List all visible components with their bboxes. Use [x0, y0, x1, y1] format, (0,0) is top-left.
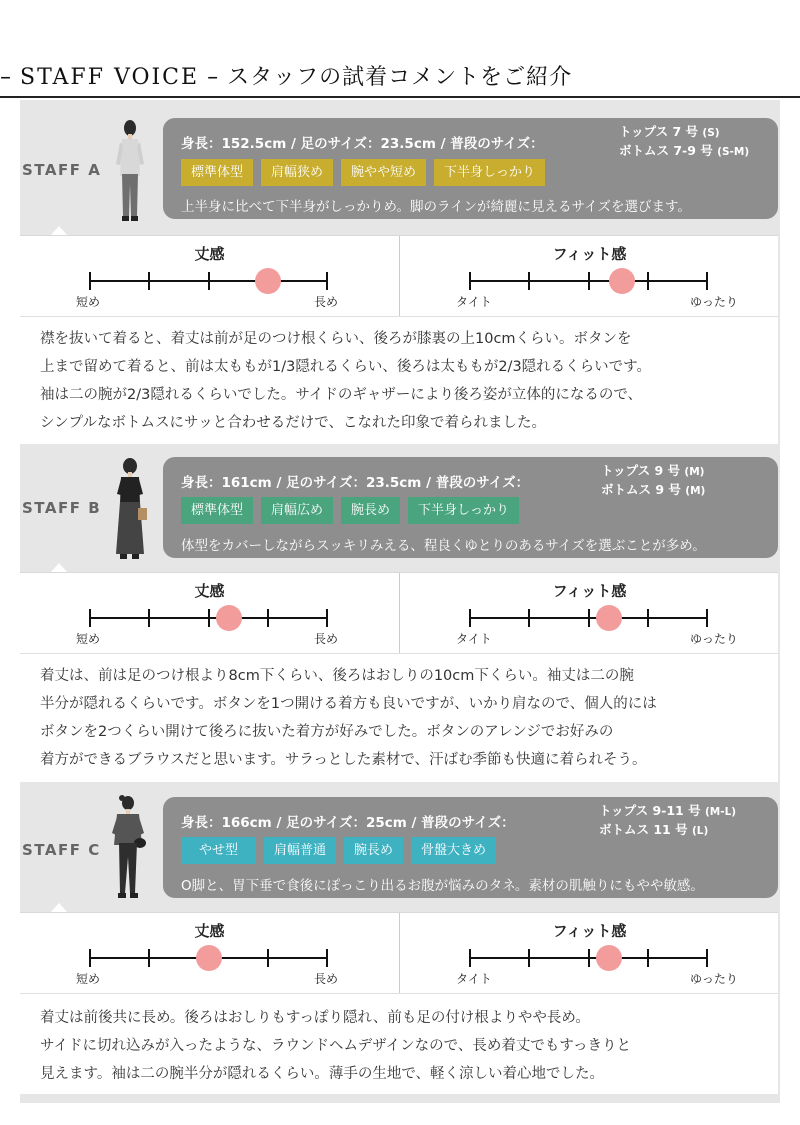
length-max-label: 長め [314, 632, 339, 646]
scale-tick [148, 272, 150, 290]
staff-b-figure [110, 456, 150, 564]
staff-a-description: 上半身に比べて下半身がしっかりめ。脚のラインが綺麗に見えるサイズを選びます。 [181, 199, 691, 215]
scale-tick [89, 949, 91, 967]
staff-b-info-card [163, 457, 778, 558]
staff-b-fit-box [20, 572, 778, 653]
lower-body-tag: 下半身しっかり [408, 497, 519, 524]
scale-tick [326, 609, 328, 627]
staff-a-tags [181, 159, 553, 186]
scale-tick [326, 949, 328, 967]
fit-max-label: ゆったり [690, 295, 738, 309]
staff-label-a: STAFF A [22, 161, 102, 179]
scale-tick [267, 949, 269, 967]
scale-tick [647, 949, 649, 967]
scale-tick [469, 949, 471, 967]
staff-label-c: STAFF C [22, 841, 101, 859]
fit-indicator [596, 605, 622, 631]
comment-line: シンプルなボトムスにサッと合わせるだけで、こなれた印象で着られました。 [40, 415, 546, 431]
fit-min-label: タイト [456, 632, 492, 646]
fit-max-label: ゆったり [690, 632, 738, 646]
scale-tick [706, 949, 708, 967]
lower-body-tag: 下半身しっかり [434, 159, 545, 186]
staff-b-tags [181, 497, 527, 524]
fit-indicator [596, 945, 622, 971]
body-type-tag: 標準体型 [181, 159, 253, 186]
staff-b-length-scale [20, 573, 399, 653]
staff-b-comment [20, 653, 778, 782]
staff-b-description: 体型をカバーしながらスッキリみえる、程良くゆとりのあるサイズを選ぶことが多め。 [181, 538, 706, 554]
length-title: 丈感 [194, 922, 225, 940]
scale-tick [267, 609, 269, 627]
staff-label-b: STAFF B [22, 499, 102, 517]
staff-c-tags [181, 837, 504, 864]
shoulder-tag: 肩幅普通 [264, 837, 336, 864]
comment-line: ボタンを2つくらい開けて後ろに抜いた着方が好みでした。ボタンのアレンジでお好みの [40, 724, 614, 740]
length-indicator [196, 945, 222, 971]
staff-b-measurements: 身長：161cm / 足のサイズ：23.5cm / 普段のサイズ： [181, 475, 530, 491]
scale-tick [89, 272, 91, 290]
title-japanese: スタッフの試着コメントをご紹介 [227, 65, 573, 90]
scale-tick [647, 272, 649, 290]
scale-tick [148, 609, 150, 627]
comment-line: 半分が隠れるくらいです。ボタンを1つ開ける着方も良いですが、いかり肩なので、個人的には [40, 696, 657, 712]
comment-line: 見えます。袖は二の腕半分が隠れるくらい。薄手の生地で、軽く涼しい着心地でした。 [40, 1066, 605, 1082]
scale-tick [588, 949, 590, 967]
scale-tick [528, 609, 530, 627]
scale-tick [208, 609, 210, 627]
scale-tick [528, 272, 530, 290]
shoulder-tag: 肩幅広め [261, 497, 333, 524]
scale-tick [469, 272, 471, 290]
staff-a-bottoms-size: ボトムス 7-9 号 [619, 143, 713, 158]
section-header [0, 58, 800, 98]
comment-line: 着方ができるブラウスだと思います。サラっとした素材で、汗ばむ季節も快適に着られそう。 [40, 752, 647, 768]
fit-min-label: タイト [456, 972, 492, 986]
staff-c-usual-sizes: トップス 9-11 号 (M-L) ボトムス 11 号 (L) [599, 803, 737, 837]
staff-c-measurements: 身長：166cm / 足のサイズ：25cm / 普段のサイズ： [181, 815, 515, 831]
fit-min-label: タイト [456, 295, 492, 309]
shoulder-tag: 肩幅狭め [261, 159, 333, 186]
fit-indicator [609, 268, 635, 294]
length-title: 丈感 [194, 582, 225, 600]
header-rule [0, 96, 800, 98]
length-title: 丈感 [194, 245, 225, 263]
staff-b-tops-size: トップス 9 号 [601, 463, 681, 478]
body-type-tag: やせ型 [181, 837, 256, 864]
staff-c-fit-scale [400, 913, 779, 993]
length-min-label: 短め [76, 295, 101, 309]
scale-tick [469, 609, 471, 627]
fit-title: フィット感 [552, 245, 627, 263]
length-max-label: 長め [314, 972, 339, 986]
comment-line: サイドに切れ込みが入ったような、ラウンドヘムデザインなので、長め着丈でもすっきりと [40, 1038, 632, 1054]
staff-a-fit-box [20, 235, 778, 316]
scale-tick [647, 609, 649, 627]
staff-a-tops-size: トップス 7 号 [619, 124, 699, 139]
scale-tick [326, 272, 328, 290]
fit-title: フィット感 [552, 582, 627, 600]
comment-line: 着丈は前後共に長め。後ろはおしりもすっぽり隠れ、前も足の付け根よりやや長め。 [40, 1010, 590, 1026]
staff-b-usual-sizes: トップス 9 号 (M) ボトムス 9 号 (M) [601, 463, 706, 497]
staff-a-measurements: 身長：152.5cm / 足のサイズ：23.5cm / 普段のサイズ： [181, 136, 544, 152]
staff-c-bottoms-size: ボトムス 11 号 [599, 822, 688, 837]
arm-tag: 腕やや短め [341, 159, 426, 186]
arm-tag: 腕長め [341, 497, 400, 524]
staff-a-usual-sizes: トップス 7 号 (S) ボトムス 7-9 号 (S-M) [619, 124, 750, 158]
staff-c-tops-size: トップス 9-11 号 [599, 803, 701, 818]
staff-a-figure [112, 118, 148, 226]
scale-tick [208, 272, 210, 290]
arm-tag: 腕長め [344, 837, 403, 864]
scale-tick [588, 272, 590, 290]
scale-tick [588, 609, 590, 627]
scale-tick [706, 609, 708, 627]
staff-c-comment [20, 993, 778, 1094]
length-min-label: 短め [76, 972, 101, 986]
staff-a-info-card [163, 118, 778, 219]
title-english: STAFF VOICE [20, 65, 200, 90]
scale-tick [528, 949, 530, 967]
staff-b-fit-scale [400, 573, 779, 653]
length-indicator [216, 605, 242, 631]
staff-b-bottoms-size: ボトムス 9 号 [601, 482, 681, 497]
scale-tick [148, 949, 150, 967]
staff-c-length-scale [20, 913, 399, 993]
scale-tick [89, 609, 91, 627]
section-title: – STAFF VOICE – スタッフの試着コメントをご紹介 [0, 65, 573, 90]
staff-a-length-scale [20, 236, 399, 316]
comment-line: 着丈は、前は足のつけ根より8cm下くらい、後ろはおしりの10cm下くらい。袖丈は二の腕 [40, 668, 634, 684]
comment-line: 袖は二の腕が2/3隠れるくらいでした。サイドのギャザーにより後ろ姿が立体的になるので、 [40, 387, 643, 403]
staff-c-fit-box [20, 912, 778, 993]
body-type-tag: 標準体型 [181, 497, 253, 524]
staff-c-description: O脚と、胃下垂で食後にぽっこり出るお腹が悩みのタネ。素材の肌触りにもやや敏感。 [181, 878, 704, 894]
fit-max-label: ゆったり [690, 972, 738, 986]
scale-tick [706, 272, 708, 290]
length-max-label: 長め [314, 295, 339, 309]
length-indicator [255, 268, 281, 294]
pelvis-tag: 骨盤大きめ [411, 837, 496, 864]
staff-c-figure [108, 793, 152, 903]
fit-title: フィット感 [552, 922, 627, 940]
comment-line: 上まで留めて着ると、前は太ももが1/3隠れるくらい、後ろは太ももが2/3隠れるくらいです。 [40, 359, 652, 375]
staff-c-info-card [163, 797, 778, 898]
comment-line: 襟を抜いて着ると、着丈は前が足のつけ根くらい、後ろが膝裏の上10cmくらい。ボタンを [40, 331, 632, 347]
staff-a-fit-scale [400, 236, 779, 316]
staff-a-comment [20, 316, 778, 444]
length-min-label: 短め [76, 632, 101, 646]
